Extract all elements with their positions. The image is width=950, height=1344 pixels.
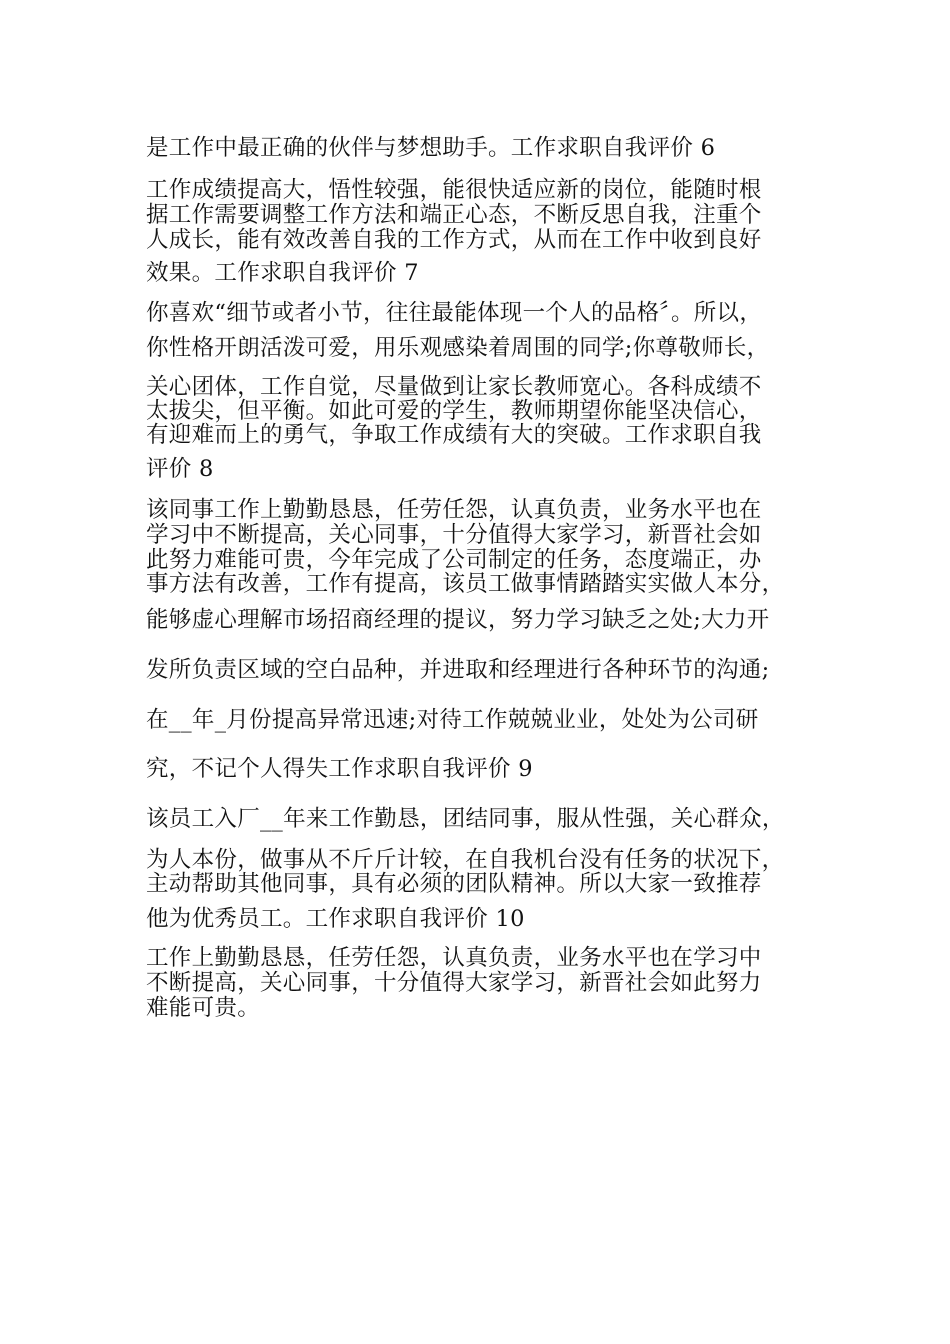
text-line: 评价 8	[146, 456, 214, 482]
text-line: 该员工入厂__年来工作勤恳，团结同事，服从性强，关心群众，	[146, 806, 785, 832]
text-line: 他为优秀员工。工作求职自我评价 10	[146, 906, 525, 932]
text-line: 有迎难而上的勇气，争取工作成绩有大的突破。工作求职自我	[146, 422, 762, 448]
text-line: 你喜欢“细节或者小节，往往最能体现一个人的品格〞。所以，	[146, 300, 763, 326]
text-line: 是工作中最正确的伙伴与梦想助手。工作求职自我评价 6	[146, 135, 716, 161]
text-line: 此努力难能可贵，今年完成了公司制定的任务，态度端正，办	[146, 547, 762, 573]
text-line: 效果。工作求职自我评价 7	[146, 260, 419, 286]
text-line: 在__年_月份提高异常迅速;对待工作兢兢业业，处处为公司研	[146, 707, 759, 733]
text-line: 能够虚心理解市场招商经理的提议，努力学习缺乏之处;大力开	[146, 607, 770, 633]
text-line: 发所负责区域的空白品种，并进取和经理进行各种环节的沟通;	[146, 657, 770, 683]
text-line: 究，不记个人得失工作求职自我评价 9	[146, 756, 533, 782]
text-line: 主动帮助其他同事，具有必须的团队精神。所以大家一致推荐	[146, 871, 762, 897]
text-line: 该同事工作上勤勤恳恳，任劳任怨，认真负责，业务水平也在	[146, 497, 762, 523]
text-line: 太拔尖，但平衡。如此可爱的学生，教师期望你能坚决信心，	[146, 398, 762, 424]
text-line: 事方法有改善，工作有提高，该员工做事情踏踏实实做人本分，	[146, 571, 785, 597]
text-line: 难能可贵。	[146, 995, 261, 1021]
text-line: 为人本份，做事从不斤斤计较，在自我机台没有任务的状况下，	[146, 847, 785, 873]
text-line: 不断提高，关心同事，十分值得大家学习，新晋社会如此努力	[146, 970, 762, 996]
text-line: 工作上勤勤恳恳，任劳任怨，认真负责，业务水平也在学习中	[146, 945, 762, 971]
text-line: 据工作需要调整工作方法和端正心态，不断反思自我，注重个	[146, 202, 762, 228]
text-line: 学习中不断提高，关心同事，十分值得大家学习，新晋社会如	[146, 522, 762, 548]
text-line: 人成长，能有效改善自我的工作方式，从而在工作中收到良好	[146, 227, 762, 253]
text-line: 你性格开朗活泼可爱，用乐观感染着周围的同学;你尊敬师长，	[146, 335, 770, 361]
text-line: 关心团体，工作自觉，尽量做到让家长教师宽心。各科成绩不	[146, 374, 762, 400]
text-line: 工作成绩提高大，悟性较强，能很快适应新的岗位，能随时根	[146, 177, 762, 203]
